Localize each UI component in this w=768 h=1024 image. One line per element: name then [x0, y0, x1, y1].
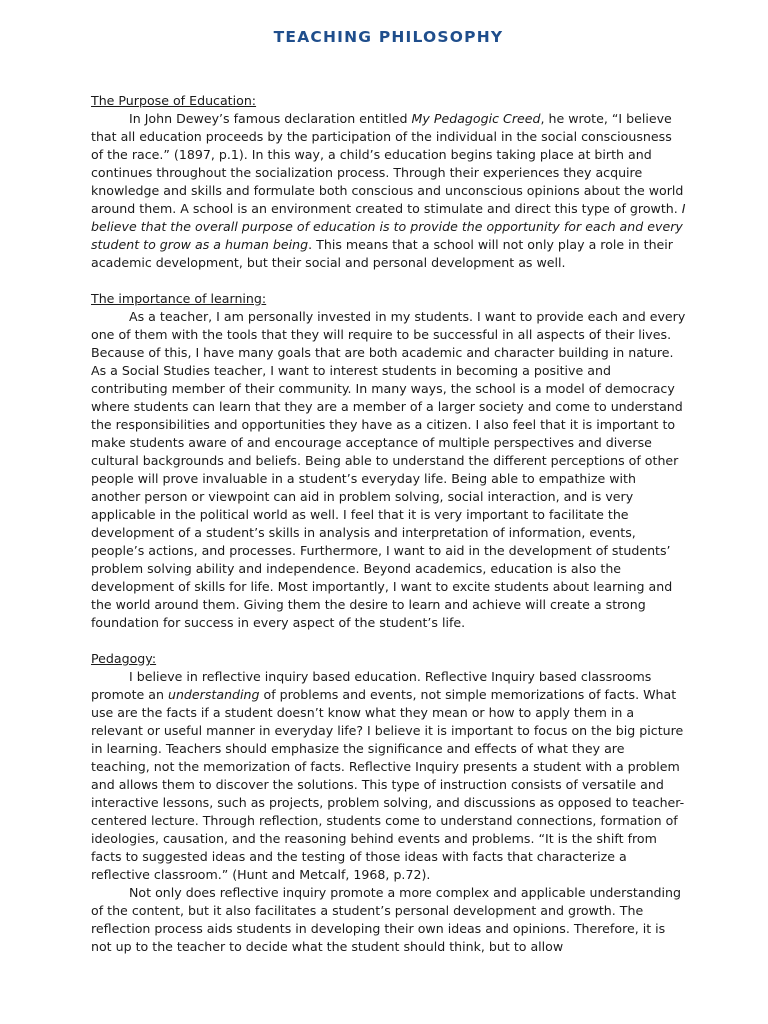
- paragraph-text-italic: My Pedagogic Creed: [411, 111, 541, 126]
- paragraph-text: of problems and events, not simple memorizations of facts. What use are the facts if a student doesn’t know what they mean or how to apply them in a relevant or useful manner in everyday life? I believe it is important to focus on the big picture in learning. Teachers should emphasize the significance and effects of what they are teaching, not the memorization of facts. Reflective Inquiry presents a student with a problem and allows them to discover the solutions. This type of instruction consists of versatile and interactive lessons, such as projects, problem solving, and discussions as opposed to teacher-centered lecture. Through reflection, students come to understand connections, formation of ideologies, causation, and the reasoning behind events and problems. “It is the shift from facts to suggested ideas and the testing of those ideas with facts that characterize a reflective classroom.” (Hunt and Metcalf, 1968, p.72).: [91, 687, 685, 882]
- paragraph-text: I believe in reflective inquiry based education. Reflective Inquiry based classrooms promote an: [91, 669, 652, 702]
- paragraph-text-italic: understanding: [167, 687, 260, 702]
- section-heading: Pedagogy:: [91, 651, 157, 666]
- paragraph-text: As a teacher, I am personally invested in my students. I want to provide each and every one of them with the tools that they will require to be successful in all aspects of their lives. Because of this, I have many goals that are both academic and character building in nature. As a Social Studies teacher, I want to interest students in becoming a positive and contributing member of their community. In many ways, the school is a model of democracy where students can learn that they are a member of a larger society and come to understand the responsibilities and opportunities they have as a citizen. I also feel that it is important to make students aware of and encourage acceptance of multiple perspectives and diverse cultural backgrounds and beliefs. Being able to understand the different perceptions of other people will prove invaluable in a student’s everyday life. Being able to empathize with another person or viewpoint can aid in problem solving, social interaction, and is very applicable in the political world as well. I feel that it is very important to facilitate the development of a student’s skills in analysis and interpretation of information, events, people’s actions, and processes. Furthermore, I want to aid in the development of students’ problem solving ability and independence. Beyond academics, education is also the development of skills for life. Most importantly, I want to excite students about learning and the world around them. Giving them the desire to learn and achieve will create a strong foundation for success in every aspect of the student’s life.: [91, 309, 686, 630]
- document-title: TEACHING PHILOSOPHY: [273, 28, 504, 46]
- paragraph: [91, 308, 686, 632]
- paragraph: [91, 668, 686, 884]
- paragraph-text-italic: I believe that the overall purpose of education is to provide the opportunity for each and every student to grow as a human being: [91, 201, 686, 252]
- paragraph-text: , he wrote, “I believe that all education proceeds by the participation of the individual in the social consciousness of the race.” (1897, p.1). In this way, a child’s education begins taking place at birth and continues throughout the socialization process. Through their experiences they acquire knowledge and skills and formulate both conscious and unconscious opinions about the world around them. A school is an environment created to stimulate and direct this type of growth.: [91, 111, 684, 216]
- paragraph: [91, 884, 686, 956]
- paragraph: [91, 110, 686, 272]
- section-heading: The importance of learning:: [91, 291, 267, 306]
- section-heading: The Purpose of Education:: [91, 93, 257, 108]
- section-purpose-of-education: [91, 92, 686, 272]
- section-pedagogy: [91, 650, 686, 956]
- section-importance-of-learning: [91, 290, 686, 632]
- paragraph-text: In John Dewey’s famous declaration entitled: [129, 111, 412, 126]
- paragraph-text: Not only does reflective inquiry promote a more complex and applicable understanding of the content, but it also facilitates a student’s personal development and growth. The reflection process aids students in developing their own ideas and opinions. Therefore, it is not up to the teacher to decide what the student should think, but to allow: [91, 885, 682, 954]
- paragraph-text: . This means that a school will not only play a role in their academic development, but their social and personal development as well.: [91, 237, 673, 270]
